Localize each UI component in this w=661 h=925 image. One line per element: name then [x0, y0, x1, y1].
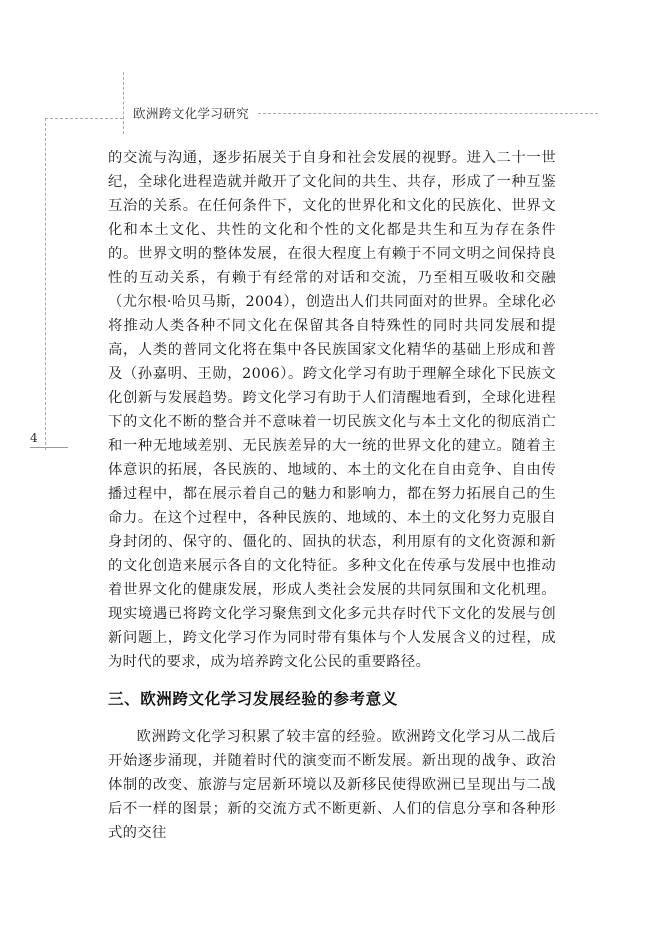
header-vertical-dashed-rule — [123, 72, 124, 134]
running-head-title: 欧洲跨文化学习研究 — [133, 106, 250, 121]
section-paragraph: 欧洲跨文化学习积累了较丰富的经验。欧洲跨文化学习从二战后开始逐步涌现，并随着时代的演变而不断发展。新出现的战争、政治体制的改变、旅游与定居新环境以及新移民使得欧洲已呈现出与二战后不一样的图景；新的交流方式不断更新、人们的信息分享和各种形式的交往 — [108, 729, 556, 841]
margin-vertical-dashed-rule — [45, 118, 46, 450]
page-number: 4 — [30, 431, 38, 445]
page-number-rule — [30, 447, 68, 448]
header-dashed-rule-right — [258, 113, 598, 114]
body-paragraph: 的交流与沟通，逐步拓展关于自身和社会发展的视野。进入二十一世纪，全球化进程造就并敞开了文化间的共生、共存，形成了一种互鉴互治的关系。在任何条件下，文化的世界化和文化的民族化、世界文化和本土文化、共性的文化和个性的文化都是共生和互为存在条件的。世界文明的整体发展，在很大程度上有赖于不同文明之间保持良性的互动关系，有赖于有经常的对话和交流，乃至相互吸收和交融（尤尔根·哈贝马斯，2004），创造出人们共同面对的世界。全球化必将推动人类各种不同文化在保留其各自特殊性的同时共同发展和提高，人类的普同文化将在集中各民族国家文化精华的基础上形成和普及（孙嘉明、王勋，2006）。跨文化学习有助于理解全球化下民族文化创新与发展趋势。跨文化学习有助于人们清醒地看到，全球化进程下的文化不断的整合并不意味着一切民族文化与本土文化的彻底消亡和一种无地域差别、无民族差异的大一统的世界文化的建立。随着主体意识的拓展，各民族的、地域的、本土的文化在自由竞争、自由传播过程中，都在展示着自己的魅力和影响力，都在努力拓展自己的生命力。在这个过程中，各种民族的、地域的、本土的文化努力克服自身封闭的、保守的、僵化的、固执的状态，利用原有的文化资源和新的文化创造来展示各自的文化特征。多种文化在传承与发展中也推动着世界文化的健康发展，形成人类社会发展的共同氛围和文化机理。现实境遇已将跨文化学习聚焦到文化多元共存时代下文化的发展与创新问题上，跨文化学习作为同时带有集体与个人发展含义的过程，成为时代的要求，成为培养跨文化公民的重要路径。 — [108, 150, 556, 670]
body-text — [108, 146, 556, 845]
section-heading: 三、欧洲跨文化学习发展经验的参考意义 — [108, 690, 398, 708]
header-dashed-rule — [45, 118, 123, 119]
